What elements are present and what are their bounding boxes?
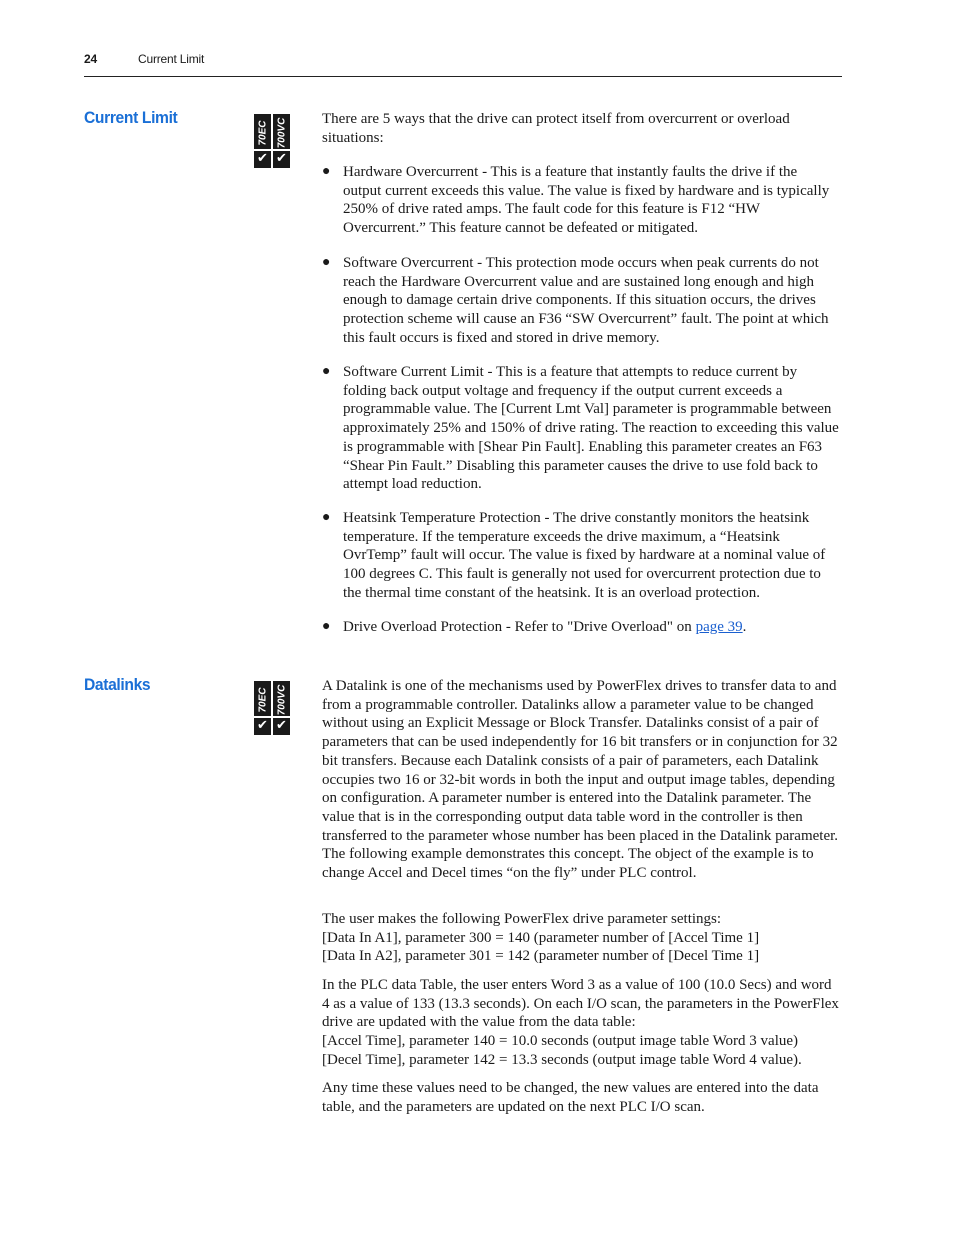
section-title-current-limit: Current Limit	[84, 108, 178, 127]
check-icon: ✔	[254, 151, 271, 167]
datalinks-closing	[322, 1079, 842, 1116]
page-number: 24	[84, 52, 97, 66]
badge-label-700vc: 700VC	[276, 684, 287, 716]
datalinks-body	[322, 677, 842, 883]
drive-applicability-badge	[254, 681, 290, 735]
check-icon: ✔	[254, 718, 271, 734]
badge-label-70ec: 70EC	[257, 687, 268, 713]
list-item-text: Heatsink Temperature Protection - The drive constantly monitors the heatsink temperature. If the temperature exceeds the drive maximum, a “Heatsink OvrTemp” fault will occur. The value is fixed by hardware at a nominal value of 100 degrees C. This fault is generally not used for overcurrent protection due to the thermal time constant of the heatsink. It is an overload protection.	[343, 510, 826, 601]
badge-column-700vc	[273, 681, 290, 735]
paragraph-line: [Data In A2], parameter 301 = 142 (parameter number of [Decel Time 1]	[322, 948, 760, 965]
badge-column-70ec	[254, 681, 271, 735]
drive-applicability-badge	[254, 114, 290, 168]
badge-label-700vc: 700VC	[276, 117, 287, 149]
list-item-text: Software Current Limit - This is a feature that attempts to reduce current by folding back output voltage and frequency if the output current exceeds a programmable value. The [Current Lmt Val] parameter is programmable between approximately 25% and 150% of drive rating. The reaction to exceeding this value is programmable with [Shear Pin Fault]. Enabling this parameter creates an F63 “Shear Pin Fault.” Disabling this parameter causes the drive to use fold back to attempt load reduction.	[343, 364, 839, 493]
paragraph: Any time these values need to be changed, the new values are entered into the data table, and the parameters are updated on the next PLC I/O scan.	[322, 1080, 819, 1115]
bullet-icon: ●	[322, 510, 331, 525]
bullet-icon: ●	[322, 164, 331, 179]
paragraph: There are 5 ways that the drive can protect itself from overcurrent or overload situations:	[322, 111, 790, 146]
paragraph-line: [Accel Time], parameter 140 = 10.0 seconds (output image table Word 3 value)	[322, 1033, 799, 1050]
list-item-text: Hardware Overcurrent - This is a feature that instantly faults the drive if the output current exceeds this value. The value is fixed by hardware and is typically 250% of drive rated amps. The fault code for this feature is F12 “HW Overcurrent.” This feature cannot be defeated or mitigated.	[343, 164, 830, 237]
paragraph-line: [Decel Time], parameter 142 = 13.3 seconds (output image table Word 4 value).	[322, 1051, 802, 1068]
bullet-icon: ●	[322, 619, 331, 634]
check-icon: ✔	[273, 718, 290, 734]
badge-column-70ec	[254, 114, 271, 168]
section-title-datalinks: Datalinks	[84, 675, 151, 694]
list-item-text-prefix: Drive Overload Protection - Refer to "Drive Overload" on	[343, 619, 696, 635]
paragraph: In the PLC data Table, the user enters Word 3 as a value of 100 (10.0 Secs) and word 4 as a value of 133 (13.3 seconds). On each I/O scan, the parameters in the PowerFlex drive are updated with the value from the data table:	[322, 977, 839, 1031]
paragraph: A Datalink is one of the mechanisms used by PowerFlex drives to transfer data to and from a programmable controller. Datalinks allow a parameter value to be changed without using an Explicit Message or Block Transfer. Datalinks consist of a pair of parameters that can be used independently for 16 bit transfers or in conjunction for 32 bit transfers. Because each Datalink consists of a pair of parameters, each Datalink occupies two 16 or 32-bit words in both the input and output image tables, depending on configuration. A parameter number is entered into the Datalink parameter. The value that is in the corresponding output data table word in the controller is then transferred to the parameter whose number has been placed in the Datalink parameter. The following example demonstrates this concept. The object of the example is to change Accel and Decel times “on the fly” under PLC control.	[322, 678, 839, 882]
paragraph-line: [Data In A1], parameter 300 = 140 (parameter number of [Accel Time 1]	[322, 929, 760, 946]
current-limit-intro	[322, 110, 842, 147]
bullet-icon: ●	[322, 364, 331, 379]
datalinks-plc-table	[322, 976, 842, 1070]
check-icon: ✔	[273, 151, 290, 167]
page-link[interactable]: page 39	[695, 619, 743, 635]
list-item-text	[343, 618, 839, 637]
paragraph-line: The user makes the following PowerFlex drive parameter settings:	[322, 911, 722, 927]
badge-column-700vc	[273, 114, 290, 168]
running-title: Current Limit	[138, 52, 205, 66]
list-item-text: Software Overcurrent - This protection mode occurs when peak currents do not reach the Hardware Overcurrent value and are sustained long enough and high enough to damage certain drive components. If this situation occurs, the drives protection scheme will cause an F36 “SW Overcurrent” fault. The point at which this fault occurs is fixed and stored in drive memory.	[343, 255, 829, 346]
badge-label-70ec: 70EC	[257, 120, 268, 146]
list-item-text-suffix: .	[742, 619, 747, 635]
datalinks-settings	[322, 910, 842, 966]
running-header	[84, 52, 842, 77]
bullet-icon: ●	[322, 255, 331, 270]
